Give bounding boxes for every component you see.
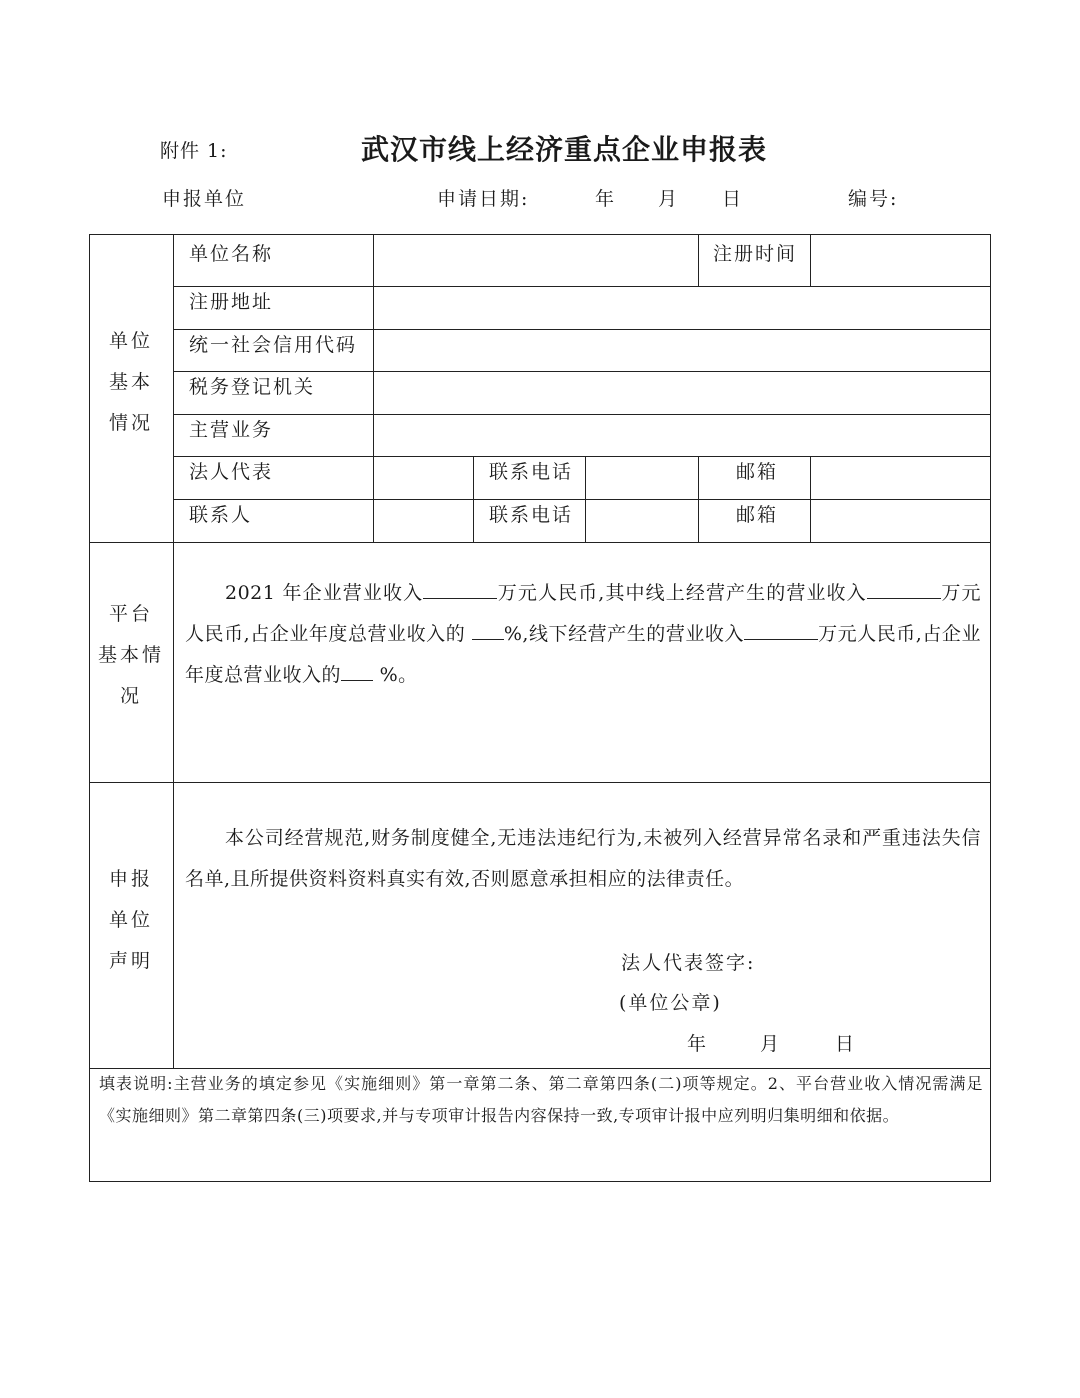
platform-section-label: 平台 基本情 况 bbox=[97, 603, 164, 707]
legal-rep-phone-input[interactable] bbox=[586, 457, 697, 498]
declaration-text: 本公司经营规范,财务制度健全,无违法违纪行为,未被列入经营异常名录和严重违法失信名单,且所提供资料资料真实有效,否则愿意承担相应的法律责任。 bbox=[185, 827, 981, 890]
divider bbox=[698, 234, 699, 286]
contact-phone-label: 联系电话 bbox=[489, 504, 574, 526]
tax-authority-input[interactable] bbox=[374, 372, 989, 413]
reg-address-label: 注册地址 bbox=[189, 291, 274, 313]
basic-info-section-label: 单位 基本 情况 bbox=[108, 330, 153, 434]
credit-code-label: 统一社会信用代码 bbox=[189, 334, 358, 356]
credit-code-input[interactable] bbox=[374, 330, 989, 370]
platform-revenue-paragraph: 2021 年企业营业收入 万元人民币,其中线上经营产生的营业收入 万元人民币,占企业年度总营业收入的 %,线下经营产生的营业收入 万元人民币,占企业年度总营业收入的 %。 bbox=[185, 573, 981, 696]
attachment-label: 附件 1: bbox=[160, 140, 228, 162]
divider bbox=[698, 456, 699, 542]
divider bbox=[473, 456, 474, 542]
unit-seal-label: (单位公章) bbox=[619, 992, 722, 1014]
unit-name-label: 单位名称 bbox=[189, 243, 274, 265]
unit-name-input[interactable] bbox=[374, 235, 697, 285]
online-revenue-blank[interactable] bbox=[867, 576, 941, 599]
contact-email-label: 邮箱 bbox=[736, 504, 779, 526]
legal-rep-email-input[interactable] bbox=[811, 457, 989, 498]
legal-rep-input[interactable] bbox=[374, 457, 472, 498]
reg-address-input[interactable] bbox=[374, 287, 989, 328]
divider bbox=[89, 542, 991, 543]
contact-phone-input[interactable] bbox=[586, 500, 697, 541]
declaration-year-label: 年 bbox=[687, 1033, 709, 1055]
application-date-label: 申请日期: bbox=[437, 188, 530, 210]
contact-input[interactable] bbox=[374, 500, 472, 541]
divider bbox=[173, 234, 174, 1068]
declaration-day-label: 日 bbox=[835, 1033, 857, 1055]
date-month-label: 月 bbox=[658, 188, 680, 210]
legal-rep-label: 法人代表 bbox=[189, 461, 274, 483]
offline-share-blank[interactable] bbox=[341, 658, 373, 681]
legal-rep-phone-label: 联系电话 bbox=[489, 461, 574, 483]
legal-rep-signature-label: 法人代表签字: bbox=[621, 952, 756, 974]
divider bbox=[89, 782, 991, 783]
contact-label: 联系人 bbox=[189, 504, 253, 526]
declaration-section-label: 申报 单位 声明 bbox=[108, 868, 153, 972]
main-business-input[interactable] bbox=[374, 415, 989, 455]
tax-authority-label: 税务登记机关 bbox=[189, 376, 316, 398]
reg-time-label: 注册时间 bbox=[713, 243, 798, 265]
applicant-unit-label: 申报单位 bbox=[162, 188, 247, 210]
main-business-label: 主营业务 bbox=[189, 419, 274, 441]
contact-email-input[interactable] bbox=[811, 500, 989, 541]
declaration-month-label: 月 bbox=[760, 1033, 782, 1055]
page-title: 武汉市线上经济重点企业申报表 bbox=[360, 133, 767, 166]
reg-time-input[interactable] bbox=[811, 235, 989, 285]
date-day-label: 日 bbox=[722, 188, 744, 210]
total-revenue-blank[interactable] bbox=[423, 576, 497, 599]
date-year-label: 年 bbox=[595, 188, 617, 210]
filling-instructions: 填表说明:主营业务的填定参见《实施细则》第一章第二条、第二章第四条(二)项等规定。2、平台营业收入情况需满足《实施细则》第二章第四条(三)项要求,并与专项审计报告内容保持一致,专项审计报中应列明归集明细和依据。 bbox=[99, 1074, 983, 1125]
serial-number-label: 编号: bbox=[848, 188, 899, 210]
legal-rep-email-label: 邮箱 bbox=[736, 461, 779, 483]
application-form-table bbox=[89, 234, 991, 1182]
online-share-blank[interactable] bbox=[472, 617, 504, 640]
offline-revenue-blank[interactable] bbox=[744, 617, 818, 640]
